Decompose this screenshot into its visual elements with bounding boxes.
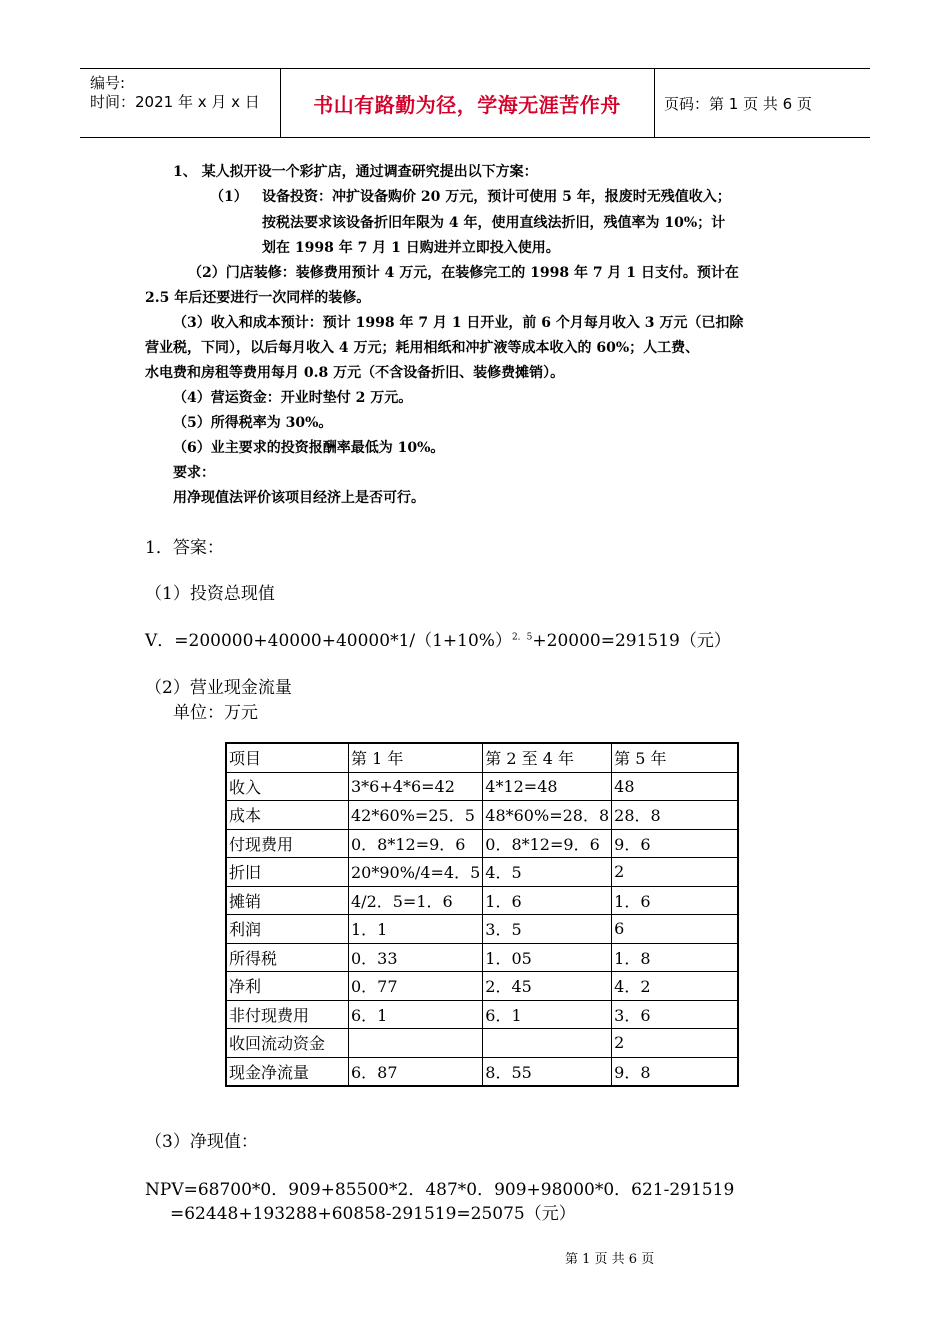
document-number: 编号: [90, 74, 126, 92]
npv-formula-line2: =62448+193288+60858-291519=25075（元） [170, 1204, 576, 1224]
table-header-cell: 项目 [226, 743, 349, 772]
table-cell: 摊销 [226, 886, 349, 915]
header-page-number: 页码：第 1 页 共 6 页 [664, 95, 812, 113]
table-cell: 2 [612, 858, 739, 887]
cash-flow-table [225, 742, 739, 1087]
table-cell: 48*60%=28．8 [483, 801, 612, 830]
table-row [226, 801, 738, 830]
answer-section-1: （1）投资总现值 [145, 584, 275, 604]
table-cell: 1．05 [483, 943, 612, 972]
table-cell: 4*12=48 [483, 772, 612, 801]
page-footer: 第 1 页 共 6 页 [565, 1252, 655, 1267]
table-cell: 48 [612, 772, 739, 801]
table-row [226, 1057, 738, 1086]
answer-section-2: （2）营业现金流量 [145, 678, 292, 698]
table-cell: 9．6 [612, 829, 739, 858]
table-cell: 净利 [226, 972, 349, 1001]
table-row [226, 1000, 738, 1029]
table-cell: 20*90%/4=4．5 [349, 858, 483, 887]
table-cell: 3．5 [483, 915, 612, 944]
table-cell: 8．55 [483, 1057, 612, 1086]
motto: 书山有路勤为径，学海无涯苦作舟 [313, 92, 621, 117]
table-cell: 2．45 [483, 972, 612, 1001]
table-cell: 1．1 [349, 915, 483, 944]
investment-formula-exponent: 2．5 [511, 632, 533, 643]
table-cell: 0．77 [349, 972, 483, 1001]
question-item-2-line2: 2.5 年后还要进行一次同样的装修。 [145, 290, 371, 306]
table-cell: 现金净流量 [226, 1057, 349, 1086]
table-cell: 4．2 [612, 972, 739, 1001]
table-cell: 6 [612, 915, 739, 944]
question-item-3-line2: 营业税，下同），以后每月收入 4 万元；耗用相纸和冲扩液等成本收入的 60%；人工费、 [145, 340, 700, 356]
table-cell: 成本 [226, 801, 349, 830]
question-item-1-number: （1） [210, 189, 248, 205]
table-row [226, 972, 738, 1001]
table-cell: 6．1 [349, 1000, 483, 1029]
investment-formula-main: V．=200000+40000+40000*1/（1+10%） [145, 631, 512, 651]
document-date: 时间：2021 年 x 月 x 日 [90, 93, 260, 111]
header-motto-cell [280, 69, 655, 137]
table-row [226, 943, 738, 972]
table-cell: 28．8 [612, 801, 739, 830]
question-item-4: （4）营运资金：开业时垫付 2 万元。 [173, 390, 413, 406]
question-item-3-line1: （3）收入和成本预计：预计 1998 年 7 月 1 日开业，前 6 个月每月收入 3 万元（已扣除 [173, 315, 744, 331]
table-cell: 4．5 [483, 858, 612, 887]
question-item-1-line2: 按税法要求该设备折旧年限为 4 年，使用直线法折旧，残值率为 10%；计 [262, 215, 726, 231]
table-row [226, 1029, 738, 1058]
table-cell: 6．87 [349, 1057, 483, 1086]
table-cell [349, 1029, 483, 1058]
requirement-text: 用净现值法评价该项目经济上是否可行。 [173, 490, 425, 506]
table-cell: 6．1 [483, 1000, 612, 1029]
table-cell: 3．6 [612, 1000, 739, 1029]
table-cell: 收回流动资金 [226, 1029, 349, 1058]
question-item-3-line3: 水电费和房租等费用每月 0.8 万元（不含设备折旧、装修费摊销）。 [145, 365, 565, 381]
table-cell: 折旧 [226, 858, 349, 887]
table-cell: 4/2．5=1．6 [349, 886, 483, 915]
unit-label: 单位：万元 [173, 703, 258, 723]
table-cell: 0．33 [349, 943, 483, 972]
question-title: 1、 某人拟开设一个彩扩店，通过调查研究提出以下方案： [173, 164, 538, 180]
requirement-heading: 要求： [173, 465, 215, 481]
table-header-row [226, 743, 738, 772]
table-cell: 0．8*12=9．6 [349, 829, 483, 858]
investment-formula-tail: +20000=291519（元） [532, 631, 731, 651]
table-cell: 1．6 [612, 886, 739, 915]
table-cell: 1．6 [483, 886, 612, 915]
table-row [226, 886, 738, 915]
question-item-1-line1: 设备投资：冲扩设备购价 20 万元，预计可使用 5 年，报废时无残值收入； [262, 189, 731, 205]
table-row [226, 772, 738, 801]
question-item-5: （5）所得税率为 30%。 [173, 415, 333, 431]
table-row [226, 858, 738, 887]
table-header-cell: 第 5 年 [612, 743, 739, 772]
table-cell: 3*6+4*6=42 [349, 772, 483, 801]
table-cell [483, 1029, 612, 1058]
question-item-1-line3: 划在 1998 年 7 月 1 日购进并立即投入使用。 [262, 240, 560, 256]
table-header-cell: 第 1 年 [349, 743, 483, 772]
investment-formula [145, 626, 731, 651]
header-meta [80, 69, 281, 137]
table-row [226, 829, 738, 858]
question-item-2-line1: （2）门店装修：装修费用预计 4 万元，在装修完工的 1998 年 7 月 1 日支付。预计在 [188, 265, 739, 281]
table-cell: 收入 [226, 772, 349, 801]
table-cell: 9．8 [612, 1057, 739, 1086]
answer-section-3: （3）净现值： [145, 1132, 258, 1152]
table-cell: 42*60%=25．5 [349, 801, 483, 830]
table-cell: 0．8*12=9．6 [483, 829, 612, 858]
table-cell: 2 [612, 1029, 739, 1058]
table-cell: 所得税 [226, 943, 349, 972]
table-cell: 利润 [226, 915, 349, 944]
answer-title: 1．答案： [145, 538, 224, 558]
table-cell: 非付现费用 [226, 1000, 349, 1029]
table-row [226, 915, 738, 944]
table-header-cell: 第 2 至 4 年 [483, 743, 612, 772]
table-cell: 1．8 [612, 943, 739, 972]
page-header [80, 68, 870, 138]
question-item-6: （6）业主要求的投资报酬率最低为 10%。 [173, 440, 445, 456]
table-cell: 付现费用 [226, 829, 349, 858]
npv-formula-line1: NPV=68700*0．909+85500*2．487*0．909+98000*0．621-291519 [145, 1180, 735, 1200]
